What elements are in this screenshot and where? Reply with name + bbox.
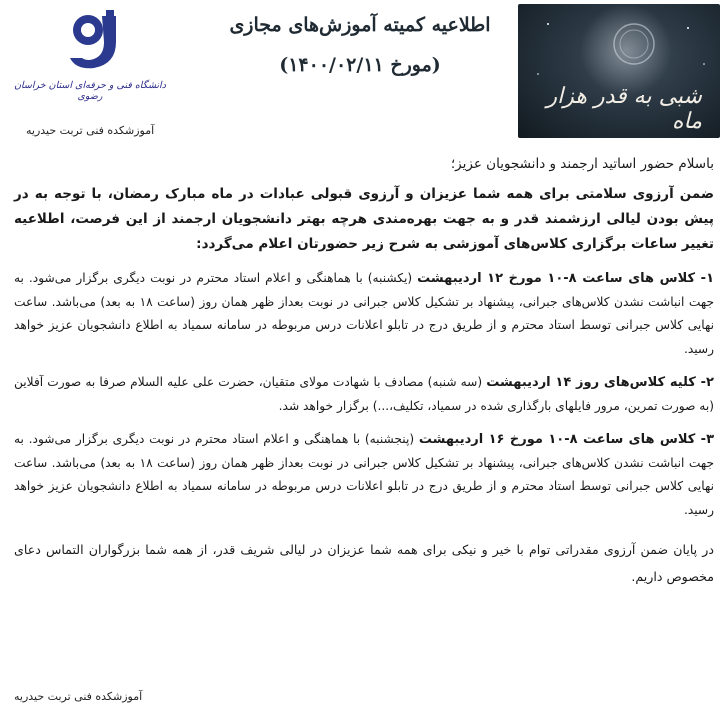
list-item-lead: ۲- کلیه کلاس‌های روز ۱۴ اردیبهشت xyxy=(486,375,714,390)
qadr-night-banner xyxy=(518,4,720,138)
announcement-header xyxy=(200,14,520,76)
list-item xyxy=(14,267,714,361)
page-title: اطلاعیه کمیته آموزش‌های مجازی xyxy=(229,14,491,36)
greeting: باسلام حضور اساتید ارجمند و دانشجویان عزیز؛ xyxy=(450,156,714,172)
intro-paragraph: ضمن آرزوی سلامتی برای همه شما عزیزان و آرزوی قبولی عبادات در ماه مبارک رمضان، با توجه به در پیش بودن لیالی ارزشمند قدر و به جهت بهره‌مندی هرچه بهتر دانشجویان ارجمند از این فرصت، اطلاعیه تغییر ساعات برگزاری کلاس‌های آموزشی به شرح زیر حضورتان اعلام می‌گردد: xyxy=(14,186,714,252)
university-emblem-icon xyxy=(62,8,126,74)
banner-caption: شبی به قدر هزار ماه xyxy=(546,84,702,134)
list-item-lead: ۳- کلاس های ساعت ۸-۱۰ مورخ ۱۶ اردیبهشت xyxy=(418,432,714,447)
list-item xyxy=(14,428,714,522)
announcement-body xyxy=(14,150,714,590)
list-item-lead: ۱- کلاس های ساعت ۸-۱۰ مورخ ۱۲ اردیبهشت xyxy=(417,271,714,286)
college-name: آموزشکده فنی تربت حیدریه xyxy=(26,124,155,137)
closing-paragraph: در پایان ضمن آرزوی مقدراتی توام با خیر و نیکی برای همه شما عزیزان در لیالی شریف قدر، از همه شما بزرگواران التماس دعای مخصوص داریم. xyxy=(14,542,714,584)
list-item-text: (یکشنبه) با هماهنگی و اعلام استاد محترم در نوبت دیگری برگزار می‌شود. به جهت انباشت نشدن کلاس‌های جبرانی، پیشنهاد بر تشکیل کلاس جبرانی در نوبت بعداز ظهر همان روز (ساعت ۱۸ به بعد) می‌باشد. ساعت نهایی کلاس جبرانی توسط استاد محترم و از طریق درج در تابلو اعلانات درس مربوطه در سامانه سمیاد به اطلاع دانشجویان عزیز خواهد رسید. xyxy=(14,271,714,356)
list-item-text: (پنجشنبه) با هماهنگی و اعلام استاد محترم در نوبت دیگری برگزار می‌شود. به جهت انباشت نشدن کلاس‌های جبرانی، پیشنهاد بر تشکیل کلاس جبرانی در نوبت بعداز ظهر همان روز (ساعت ۱۸ به بعد) می‌باشد. ساعت نهایی کلاس جبرانی توسط استاد محترم و از طریق درج در تابلو اعلانات درس مربوطه در سامانه سمیاد به اطلاع دانشجویان عزیز خواهد رسید. xyxy=(14,432,714,517)
announcement-date: (مورخ ۱۴۰۰/۰۲/۱۱) xyxy=(279,54,441,76)
list-item-text: (سه شنبه) مصادف با شهادت مولای متقیان، حضرت علی علیه السلام صرفا به صورت آفلاین (به صورت تمرین، مرور فایلهای بارگذاری شده در سمیاد، تکلیف،...) برگزار خواهد شد. xyxy=(14,375,714,413)
list-item xyxy=(14,371,714,418)
footer-signature: آموزشکده فنی تربت حیدریه xyxy=(14,690,143,703)
logo-caption: دانشگاه فنی و حرفه‌ای استان خراسان رضوی xyxy=(14,80,166,102)
university-logo xyxy=(12,6,168,137)
